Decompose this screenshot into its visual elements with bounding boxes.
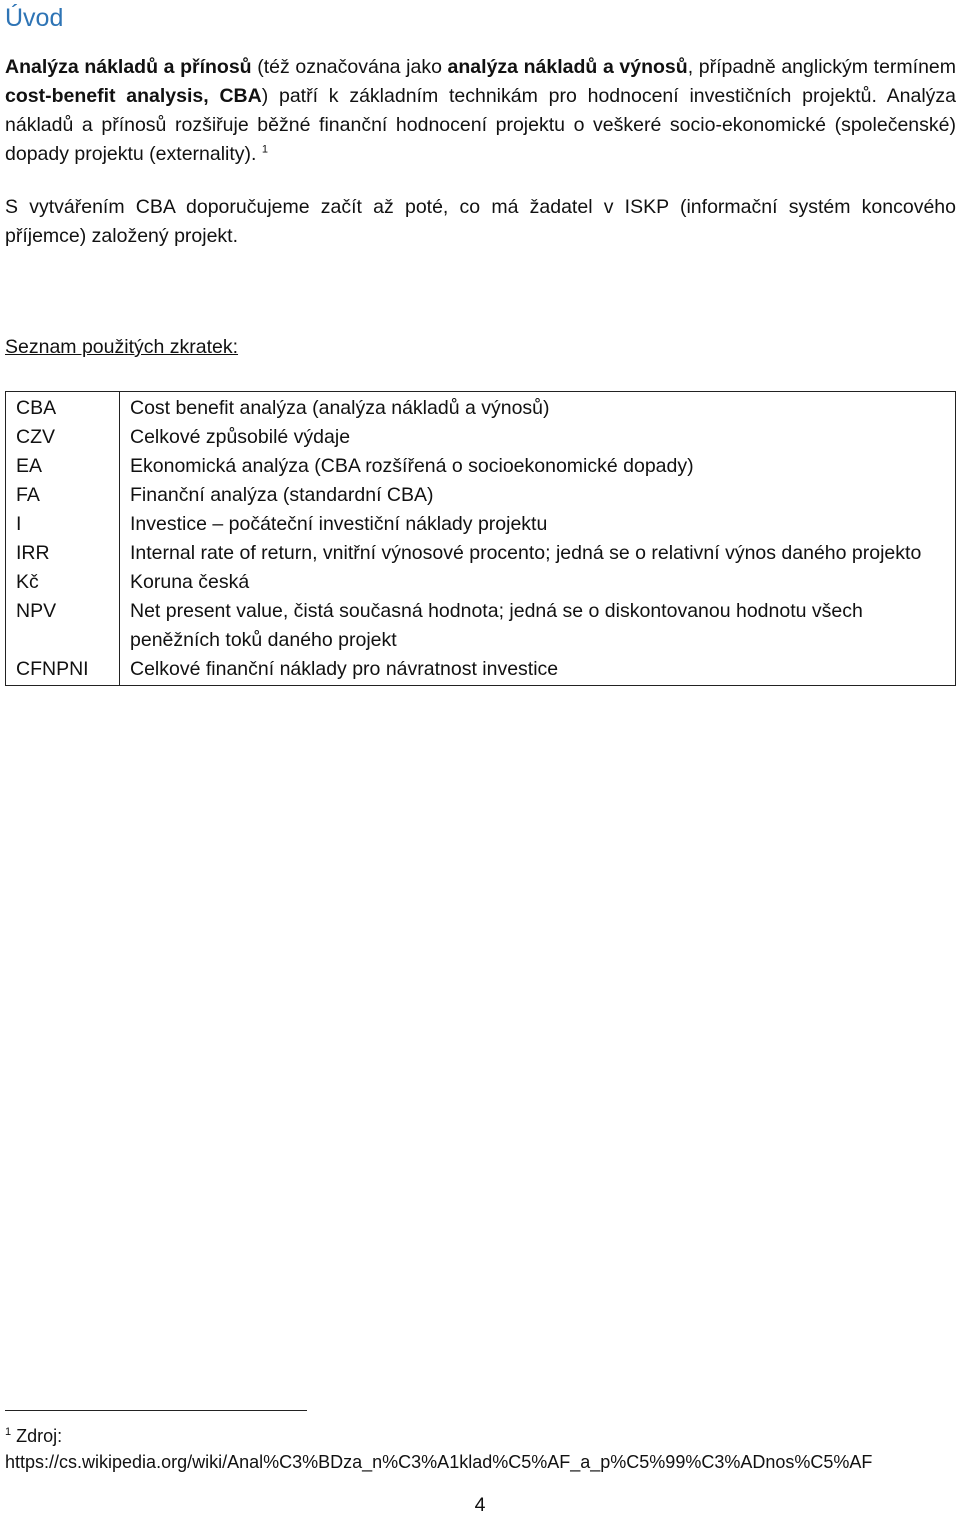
footnote-number: 1 [5, 1426, 12, 1438]
table-row [6, 568, 956, 597]
abbreviation-meaning: Koruna česká [130, 571, 250, 593]
recommendation-paragraph: S vytvářením CBA doporučujeme začít až poté, co má žadatel v ISKP (informační systém koncového příjemce) založený projekt. [5, 196, 956, 247]
intro-text-3: ) patří k základním technikám pro hodnocení investičních projektů. Analýza nákladů a přínosů rozšiřuje běžné finanční hodnocení projektu o veškeré socio-ekonomické (společenské) dopady projektu (externality). [5, 85, 956, 165]
table-row [6, 597, 956, 655]
abbreviation-meaning: Celkové způsobilé výdaje [130, 426, 351, 448]
term-cost-benefit-cz: Analýza nákladů a přínosů [5, 56, 252, 78]
abbreviations-table-body [6, 392, 956, 686]
intro-text-1: (též označována jako [251, 56, 448, 78]
abbreviation-meaning: Cost benefit analýza (analýza nákladů a výnosů) [130, 397, 550, 419]
table-row [6, 539, 956, 568]
footnote-label: Zdroj: [11, 1426, 63, 1446]
abbreviation-meaning: Investice – počáteční investiční náklady projektu [130, 513, 548, 535]
footnote-url[interactable]: https://cs.wikipedia.org/wiki/Anal%C3%BDza_n%C3%A1klad%C5%AF_a_p%C5%99%C3%ADnos%C5%AF [5, 1452, 873, 1472]
intro-paragraph [5, 53, 956, 169]
abbreviation-code: FA [6, 481, 120, 510]
term-cba-en: cost-benefit analysis, CBA [5, 85, 262, 107]
abbreviation-code: CBA [6, 392, 120, 424]
table-row [6, 510, 956, 539]
abbreviation-meaning: Finanční analýza (standardní CBA) [130, 484, 434, 506]
table-row [6, 481, 956, 510]
table-row [6, 423, 956, 452]
abbreviation-meaning: Net present value, čistá současná hodnota; jedná se o diskontovanou hodnotu všech peněžních toků daného projekt [130, 600, 863, 651]
abbreviation-meaning: Ekonomická analýza (CBA rozšířená o socioekonomické dopady) [130, 455, 694, 477]
table-row [6, 452, 956, 481]
abbreviation-code: EA [6, 452, 120, 481]
abbreviations-heading: Seznam použitých zkratek: [5, 336, 239, 358]
abbreviation-meaning: Internal rate of return, vnitřní výnosové procento; jedná se o relativní výnos daného projekto [130, 542, 922, 564]
abbreviations-table [5, 391, 956, 686]
footnote-reference[interactable]: 1 [261, 143, 269, 156]
abbreviation-code: CZV [6, 423, 120, 452]
abbreviation-code: Kč [6, 568, 120, 597]
page-number: 4 [474, 1494, 486, 1516]
abbreviation-code: CFNPNI [6, 655, 120, 686]
abbreviation-code: NPV [6, 597, 120, 655]
abbreviation-code: I [6, 510, 120, 539]
footnote-source-line [5, 1423, 956, 1449]
intro-text-2: , případně anglickým termínem [687, 56, 957, 78]
table-row [6, 392, 956, 424]
footnote-separator [5, 1410, 307, 1411]
abbreviation-meaning: Celkové finanční náklady pro návratnost investice [130, 658, 559, 680]
section-title: Úvod [5, 4, 64, 32]
term-costs-revenues-cz: analýza nákladů a výnosů [447, 56, 688, 78]
footnote [5, 1423, 956, 1475]
table-row [6, 655, 956, 686]
abbreviation-code: IRR [6, 539, 120, 568]
